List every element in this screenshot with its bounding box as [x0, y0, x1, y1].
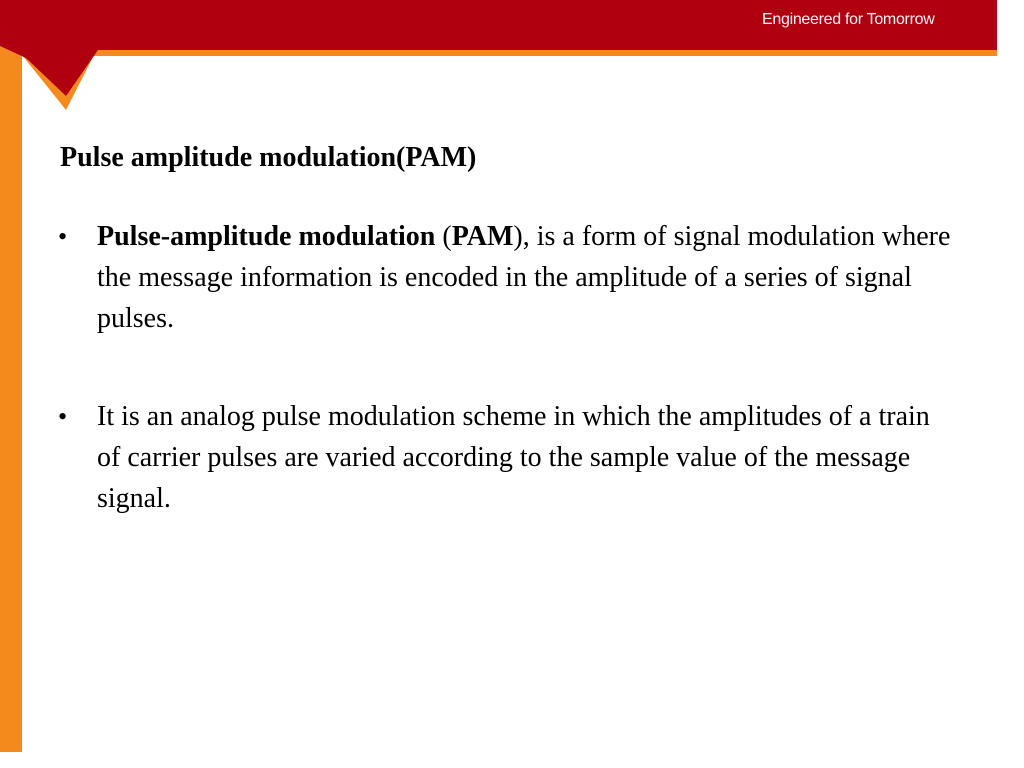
bullet-item	[58, 396, 958, 519]
orange-accent-shape	[0, 0, 122, 752]
bullet-term: Pulse-amplitude modulation	[97, 221, 436, 252]
bullet-text: It is an analog pulse modulation scheme in which the amplitudes of a train of carrier pulses are varied according to the sample value of the message signal.	[97, 401, 930, 514]
bullet-dot-icon: •	[58, 402, 68, 431]
bullet-text	[97, 216, 958, 339]
bullet-dot-icon: •	[58, 222, 68, 251]
bullet-abbrev: PAM	[451, 221, 514, 252]
bullet-item	[58, 216, 958, 339]
bullet-open-paren: (	[435, 221, 452, 252]
bullet-body: ), is a form of signal modulation where the message information is encoded in the amplitude of a series of signal pulses.	[97, 221, 951, 334]
brand-tagline: Engineered for Tomorrow	[762, 11, 935, 28]
orange-accent-line	[92, 50, 997, 56]
slide-title: Pulse amplitude modulation(PAM)	[60, 142, 477, 173]
